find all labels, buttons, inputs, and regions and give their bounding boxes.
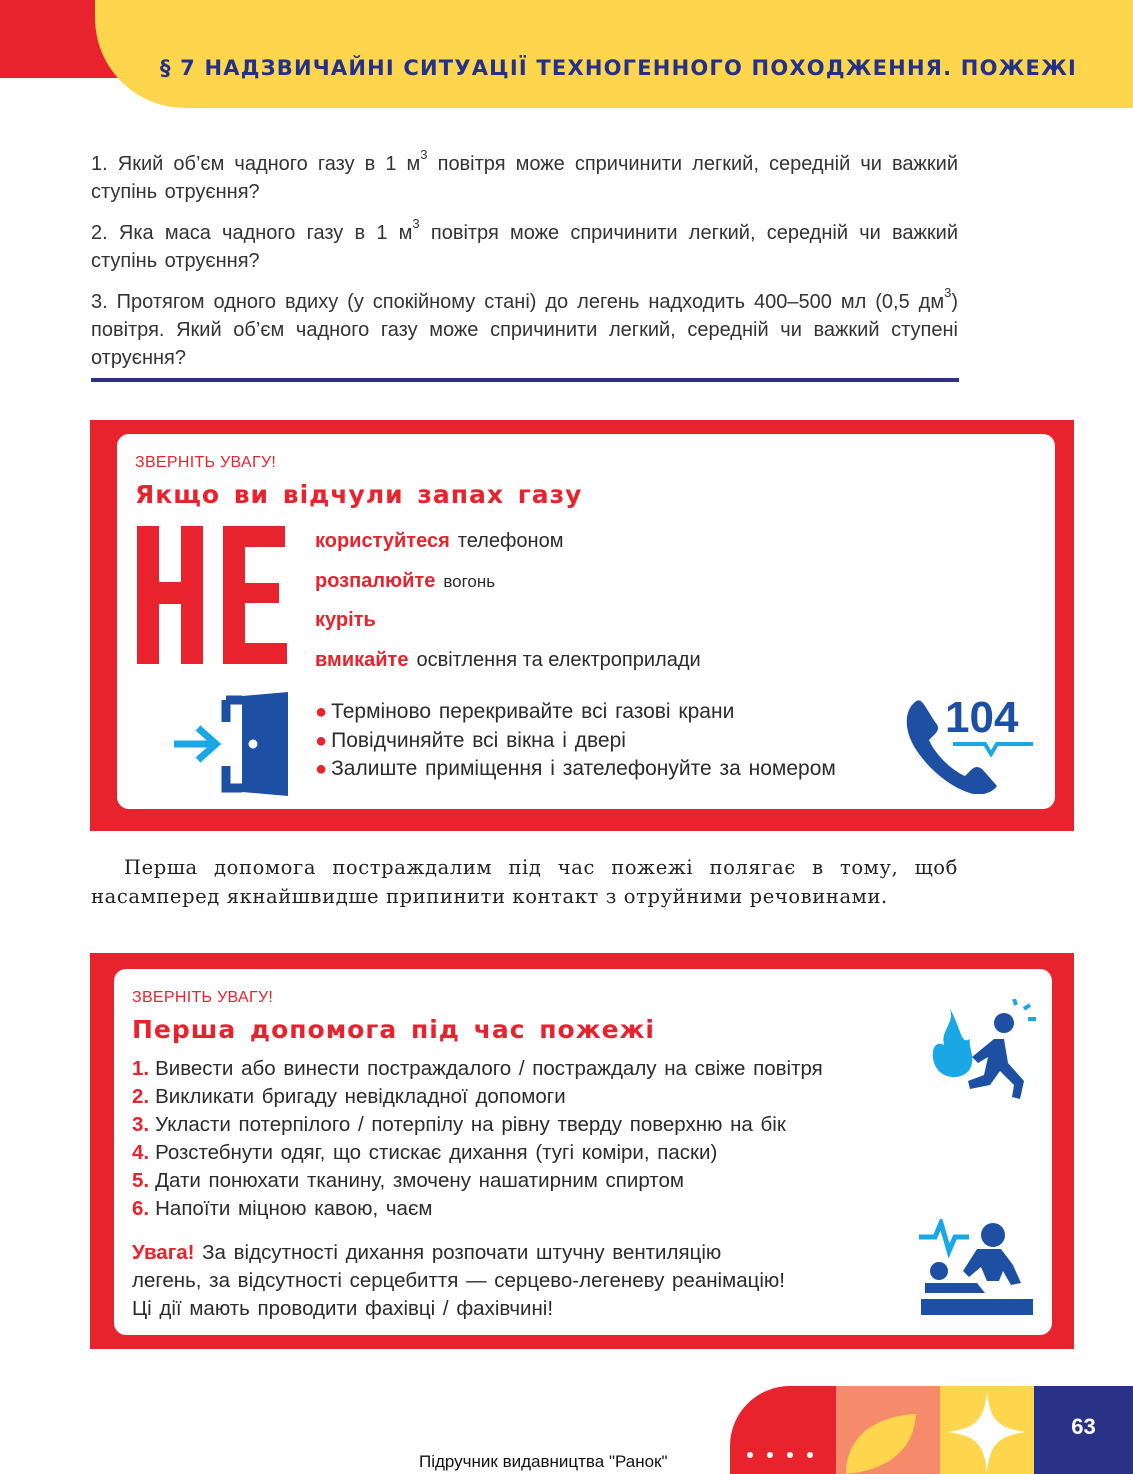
list-item: ● Залиште приміщення і зателефонуйте за номером xyxy=(315,757,836,780)
warning-note: Увага! За відсутності дихання розпочати штучну вентиляцію легень, за відсутності серцебиття — серцево-легеневу реанімацію! Ці дії мають проводити фахівці / фахівчині! xyxy=(132,1241,785,1320)
warning-label: Увага! xyxy=(132,1241,195,1264)
list-item: 6. Напоїти міцною кавою, чаєм xyxy=(132,1197,433,1220)
attention-label: ЗВЕРНІТЬ УВАГУ! xyxy=(135,454,277,471)
gas-warning-panel xyxy=(117,434,1055,809)
leaf-decoration xyxy=(836,1386,940,1474)
ne-big-letters xyxy=(135,526,291,664)
header-yellow-band xyxy=(95,0,1133,108)
footer-yellow-block xyxy=(940,1386,1034,1474)
list-item: 1. Вивести або винести постраждалого / постраждалу на свіже повітря xyxy=(132,1057,823,1080)
resuscitation-icon xyxy=(917,1219,1037,1319)
divider-rule xyxy=(91,378,959,382)
dots-decoration xyxy=(746,1450,826,1460)
ne-item: розпалюйте вогонь xyxy=(315,569,496,592)
phone-number: 104 xyxy=(945,693,1019,742)
list-item: ● Терміново перекривайте всі газові крани xyxy=(315,700,735,723)
phone-104-icon xyxy=(901,684,1041,794)
first-aid-paragraph: Перша допомога постраждалим під час пожежі полягає в тому, щоб насамперед якнайшвидше припинити контакт з отруйними речовинами. xyxy=(91,856,958,908)
first-aid-steps xyxy=(132,1055,823,1223)
questions-block xyxy=(91,147,958,385)
list-item: 3. Укласти потерпілого / потерпілу на рівну тверду поверхню на бік xyxy=(132,1113,786,1136)
gas-actions-list xyxy=(315,698,836,784)
ne-list xyxy=(315,522,701,680)
star-decoration xyxy=(940,1386,1034,1474)
gas-box-heading: Якщо ви відчули запах газу xyxy=(135,480,583,509)
exit-door-icon xyxy=(172,692,292,802)
ne-item: вмикайте освітлення та електроприлади xyxy=(315,648,701,671)
svg-text:НЕ: НЕ xyxy=(135,526,137,527)
first-aid-heading: Перша допомога під час пожежі xyxy=(132,1015,655,1044)
list-item: 2. Викликати бригаду невідкладної допомоги xyxy=(132,1085,566,1108)
question-2: 2. Яка маса чадного газу в 1 $м^3$ повітря може спричинити легкий, середній чи важкий ступінь отруєння? xyxy=(91,216,958,272)
first-aid-panel xyxy=(114,969,1052,1335)
question-3: 3. Протягом одного вдиху (у спокійному стані) до легень надходить 400–500 мл (0,5 $дм^3$) повітря. Який об’єм чадного газу може спричинити легкий, середній чи важкий ступені отруєння? xyxy=(91,285,958,369)
list-item: 4. Розстебнути одяг, що стискає дихання (тугі коміри, паски) xyxy=(132,1141,718,1164)
publisher-credit: Підручник видавництва "Ранок" xyxy=(419,1452,668,1471)
question-1: 1. Який об’єм чадного газу в 1 $м^3$ повітря може спричинити легкий, середній чи важкий ступінь отруєння? xyxy=(91,147,958,203)
first-aid-box xyxy=(90,953,1074,1349)
gas-warning-box xyxy=(90,420,1074,831)
attention-label: ЗВЕРНІТЬ УВАГУ! xyxy=(132,989,274,1006)
footer-red-block xyxy=(730,1386,836,1474)
list-item: ● Повідчиняйте всі вікна і двері xyxy=(315,728,626,752)
ne-item: куріть xyxy=(315,609,376,631)
fire-escape-icon xyxy=(928,999,1040,1103)
footer-salmon-block xyxy=(836,1386,940,1474)
ne-item: користуйтеся телефоном xyxy=(315,530,564,552)
section-title: § 7 НАДЗВИЧАЙНІ СИТУАЦІЇ ТЕХНОГЕННОГО ПОХОДЖЕННЯ. ПОЖЕЖІ xyxy=(159,56,1077,80)
page-number: 63 xyxy=(1071,1414,1096,1439)
list-item: 5. Дати понюхати тканину, змочену нашатирним спиртом xyxy=(132,1169,684,1192)
